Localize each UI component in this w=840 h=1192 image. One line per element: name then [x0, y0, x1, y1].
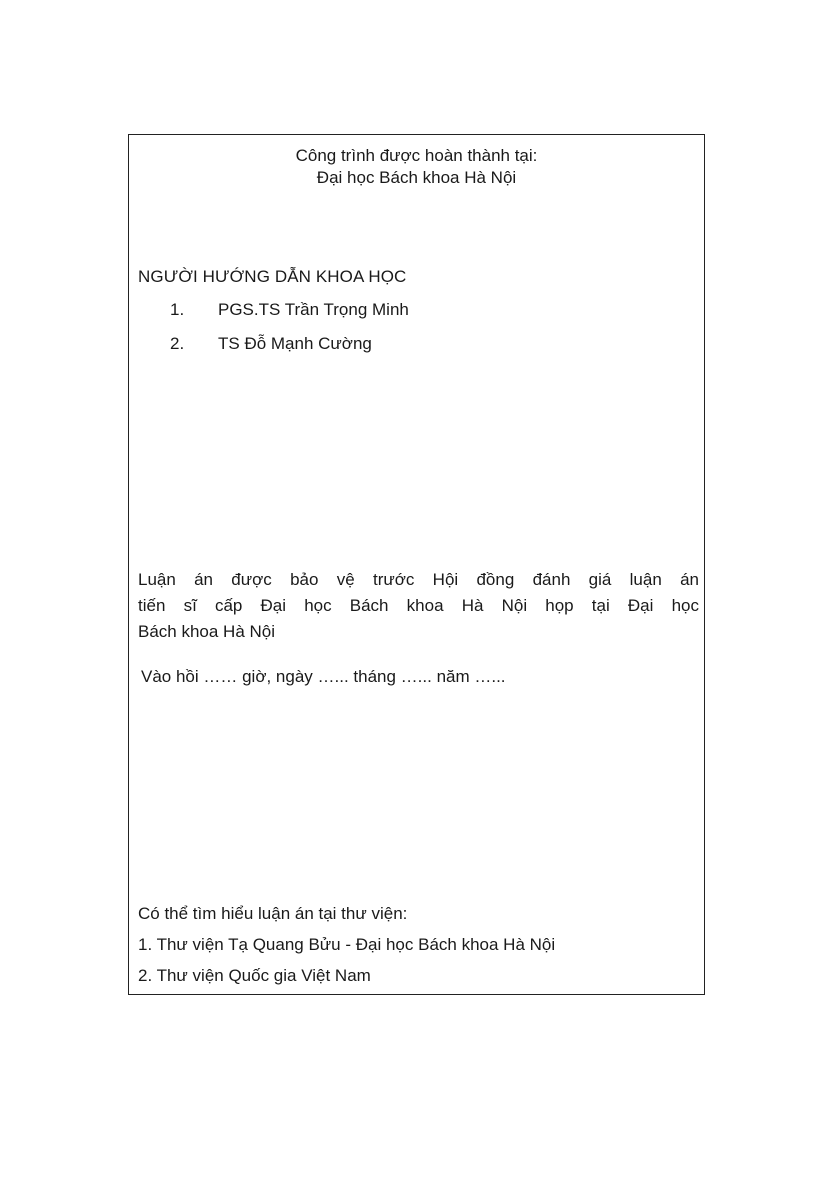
advisor-name: PGS.TS Trần Trọng Minh — [218, 300, 409, 319]
library-heading: Có thể tìm hiểu luận án tại thư viện: — [138, 904, 408, 923]
institution-name: Đại học Bách khoa Hà Nội — [316, 168, 517, 187]
advisor-number: 2. — [170, 334, 185, 353]
library-list — [138, 934, 555, 996]
advisor-name: TS Đỗ Mạnh Cường — [218, 334, 372, 353]
library-item: 2. Thư viện Quốc gia Việt Nam — [138, 966, 371, 985]
library-item: 1. Thư viện Tạ Quang Bửu - Đại học Bách khoa Hà Nội — [138, 935, 556, 954]
defense-line: tiến sĩ cấp Đại học Bách khoa Hà Nội họp tại Đại học — [138, 596, 699, 615]
advisors-heading: NGƯỜI HƯỚNG DẪN KHOA HỌC — [138, 267, 407, 286]
defense-line: Bách khoa Hà Nội — [138, 622, 276, 641]
advisor-number: 1. — [170, 300, 185, 319]
defense-datetime: Vào hồi …… giờ, ngày …... tháng …... năm …... — [141, 667, 506, 686]
defense-statement — [138, 567, 699, 645]
completion-header — [129, 145, 704, 189]
advisor-item — [170, 333, 409, 355]
advisor-list — [170, 299, 409, 367]
defense-line: Luận án được bảo vệ trước Hội đồng đánh giá luận án — [138, 570, 699, 589]
completion-label: Công trình được hoàn thành tại: — [295, 146, 538, 165]
document-frame — [128, 134, 705, 995]
advisor-item — [170, 299, 409, 321]
